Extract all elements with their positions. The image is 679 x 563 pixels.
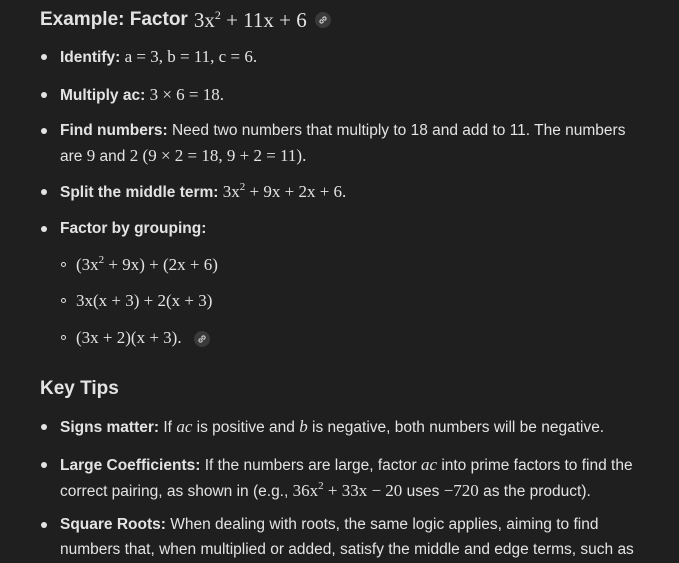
tip-large-math: $36x^2 + 33x - 20$ [292, 480, 403, 500]
tip-roots-text-1: When dealing with roots, the same logic applies, aiming to find [170, 516, 599, 533]
grouping-step-3 [40, 325, 676, 351]
step-multiply-label: Multiply ac: [60, 87, 146, 104]
step-split-label: Split the middle term: [60, 184, 219, 201]
tip-large-text-2: into prime factors to find the [441, 457, 633, 474]
step-find-check: (9 × 2 = 18, 9 + 2 = 11). [142, 146, 307, 165]
tip-roots-text-2: numbers that, when multiplied or added, satisfy the middle and edge terms, such as [60, 541, 634, 558]
tip-large-text-5: as the product). [483, 483, 591, 500]
step-identify-value: a = 3, b = 11, c = 6. [124, 47, 258, 66]
grouping-step-1-math: $(3x^2 + 9x) + (2x + 6)$ [76, 254, 218, 274]
grouping-step-1 [40, 252, 676, 278]
step-find-n1: 9 [86, 146, 96, 165]
example-heading [40, 7, 331, 33]
link-icon [318, 15, 328, 25]
tip-signs-label: Signs matter: [60, 419, 160, 436]
tip-signs-ac: ac [176, 417, 193, 436]
tip-signs-text-2: is positive and [196, 419, 295, 436]
tip-large-text-3: correct pairing, as shown in (e.g., [60, 483, 289, 500]
step-find-label: Find numbers: [60, 122, 168, 139]
source-link-chip[interactable] [315, 12, 331, 28]
example-heading-math: $3x^2 + 11x + 6$ [193, 7, 307, 32]
tip-large-label: Large Coefficients: [60, 457, 201, 474]
tip-signs-b: b [299, 417, 308, 436]
link-icon [197, 334, 207, 344]
tip-large-ac: ac [420, 455, 437, 474]
step-find-text-2-prefix: are [60, 148, 83, 165]
step-grouping [40, 216, 679, 241]
key-tips-heading [40, 376, 119, 402]
grouping-step-3-math: (3x + 2)(x + 3). [76, 328, 182, 347]
step-grouping-label: Factor by grouping: [60, 220, 207, 237]
step-split [40, 179, 679, 205]
tip-signs-text-3: is negative, both numbers will be negative. [312, 419, 605, 436]
tip-roots-label: Square Roots: [60, 516, 166, 533]
step-find-text-1: Need two numbers that multiply to 18 and add to 11. The numbers [171, 122, 626, 139]
source-link-chip-2[interactable] [194, 331, 210, 347]
tip-large-product: −720 [443, 481, 479, 500]
tip-signs-text-1: If [163, 419, 172, 436]
step-multiply [40, 82, 679, 108]
step-identify-label: Identify: [60, 49, 121, 66]
step-find-numbers [40, 118, 679, 169]
step-split-math: $3x^2 + 9x + 2x + 6$. [222, 181, 347, 201]
step-find-n2: 2 [129, 146, 139, 165]
tip-signs [40, 414, 679, 440]
tip-large-coefficients [40, 452, 679, 504]
step-find-and: and [99, 148, 126, 165]
step-multiply-value: 3 × 6 = 18. [149, 85, 225, 104]
tip-square-roots [40, 512, 679, 562]
example-heading-label: Example: Factor [40, 9, 188, 30]
tip-large-text-1: If the numbers are large, factor [204, 457, 417, 474]
grouping-step-2-math: 3x(x + 3) + 2(x + 3) [76, 291, 213, 310]
key-tips-title: Key Tips [40, 378, 119, 399]
step-identify [40, 44, 679, 70]
tip-large-text-4: uses [406, 483, 440, 500]
grouping-step-2 [40, 288, 676, 314]
